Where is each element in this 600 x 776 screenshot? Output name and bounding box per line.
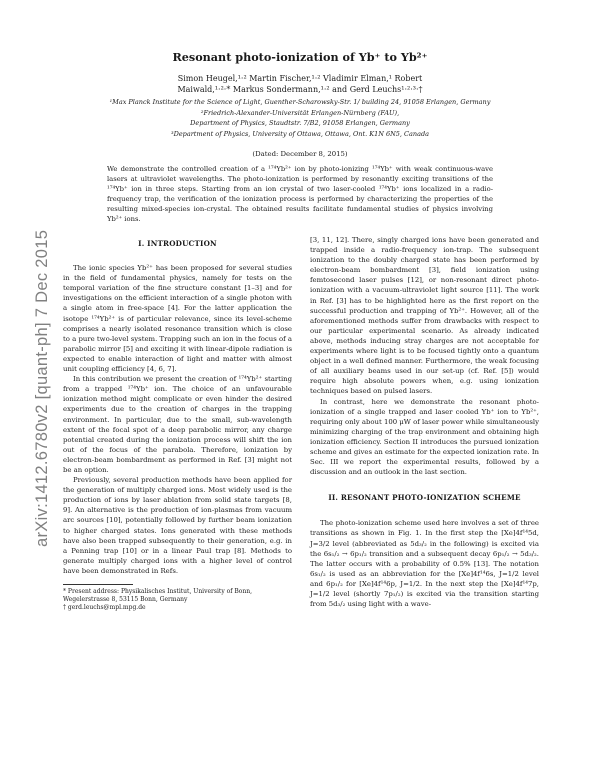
author-line: Simon Heugel,¹·² Martin Fischer,¹·² Vladimir Elman,¹ Robert: [177, 74, 423, 83]
paragraph: In contrast, here we demonstrate the resonant photo-ionization of a single trapped and laser cooled Yb⁺ ion to Yb²⁺, requiring only about 100 μW of laser power while simultaneously minimizing charging of the trap environment and obtaining high ionization efficiency. Section II introduces the pursued ionization scheme and gives an estimate for the expected ionization rate. In Sec. III we report the experimental results, followed by a discussion and an outlook in the last section.: [310, 397, 539, 477]
affiliations: [62, 97, 538, 139]
paragraph: [3, 11, 12]. There, singly charged ions have been generated and trapped inside a radio-frequency ion-trap. The subsequent ionization to the doubly charged state has been performed by electron-beam bombardment [3], field ionization using femtosecond laser pulses [12], or non-resonant direct photo-ionization with a vacuum-ultraviolet light source [11]. The work in Ref. [3] has to be highlighted here as the first report on the successful production and trapping of Yb²⁺. However, all of the aforementioned methods suffer from drawbacks with respect to our particular experimental scenario. As already indicated above, methods inducing stray charges are not acceptable for experiments where light is to be focused tightly onto a quantum object in a well defined manner. Furthermore, the weak focusing of all auxiliary beams used in our set-up (cf. Ref. [5]) would require high absolute powers when, e.g. using ionization techniques based on pulsed lasers.: [310, 236, 539, 396]
author-line: Maiwald,¹·²·* Markus Sondermann,¹·² and Gerd Leuchs¹·²·³·†: [177, 85, 423, 94]
arxiv-identifier[interactable]: arXiv:1412.6780v2 [quant-ph] 7 Dec 2015: [33, 229, 51, 547]
affiliation-line: ²Friedrich-Alexander-Universität Erlangen-Nürnberg (FAU),: [200, 108, 400, 117]
affiliation-line: Department of Physics, Staudtstr. 7/B2, 91058 Erlangen, Germany: [190, 119, 410, 127]
footnote-rule: [63, 584, 133, 585]
section-heading-introduction: I. INTRODUCTION: [138, 239, 217, 248]
paragraph: Previously, several production methods have been applied for the generation of multiply charged ions. Most widely used is the production of ions by laser ablation from solid state targets [8, 9]. An alternative is the production of ion-plasmas from vacuum arc sources [10], potentially followed by further beam ionization to higher charged states. Ions generated with these methods have also been trapped subsequently to their generation, e.g. in a Penning trap [10] or in a linear Paul trap [8]. Methods to generate multiply charged ions with a higher level of control have been demonstrated in Refs.: [63, 476, 292, 575]
paragraph: The ionic species Yb²⁺ has been proposed for several studies in the field of fundamental physics, namely for tests on the temporal variation of the fine structure constant [1–3] and for investigations on the efficient interaction of a single photon with a single atom in free-space [4]. For the latter application the isotope ¹⁷⁴Yb²⁺ is of particular relevance, since its level-scheme comprises a nearly isolated resonance transition which is close to a pure two-level system. Trapping such an ion in the focus of a parabolic mirror [5] and exciting it with linear-dipole radiation is expected to enable interaction of light and matter with almost unit coupling efficiency [4, 6, 7].: [63, 264, 292, 374]
affiliation-line: ¹Max Planck Institute for the Science of Light, Guenther-Scharowsky-Str. 1/ building 24, 91058 Erlangen, Germany: [109, 98, 491, 106]
left-column: [63, 236, 292, 612]
author-list: [120, 73, 480, 95]
paper-title: Resonant photo-ionization of Yb⁺ to Yb²⁺: [172, 50, 428, 64]
paragraph: The photo-ionization scheme used here involves a set of three transitions as shown in Fig. 1. In the first step the [Xe]4f¹⁴5d, J=3/2 level (abbreviated as 5d₃/₂ in the following) is excited via the 6s₁/₂ → 6p₁/₂ transition and a subsequent decay 6p₁/₂ → 5d₃/₂. The latter occurs with a probability of 0.5% [13]. The notation 6s₁/₂ is used as an abbreviation for the [Xe]4f¹⁴6s, J=1/2 level and 6p₁/₂ for [Xe]4f¹⁴6p, J=1/2. In the next step the [Xe]4f¹⁴7p, J=1/2 level (shortly 7p₁/₂) is excited via the transition starting from 5d₃/₂ using light with a wave-: [310, 519, 539, 609]
paragraph: In this contribution we present the creation of ¹⁷⁴Yb²⁺ starting from a trapped ¹⁷⁴Yb⁺ ion. The choice of an unfavourable ionization method might complicate or even hinder the desired experiments due to the creation of charges in the trapping environment. In particular, due to the small, sub-wavelength extent of the focal spot of a deep parabolic mirror, any charge potential created during the ionization process will shift the ion out of the focus of the parabola. Therefore, ionization by electron-beam bombardment as performed in Ref. [3] might not be an option.: [63, 375, 292, 474]
right-column: [310, 235, 539, 609]
affiliation-line: ³Department of Physics, University of Ottawa, Ottawa, Ont. K1N 6N5, Canada: [171, 129, 429, 138]
section-heading-photo-ionization: II. RESONANT PHOTO-IONIZATION SCHEME: [328, 493, 521, 503]
footnote: * Present address: Physikalisches Institut, University of Bonn, Wegelerstrasse 8, 53115 Bonn, Germany: [63, 588, 253, 603]
dated-line: (Dated: December 8, 2015): [252, 150, 348, 158]
footnote-email[interactable]: † gerd.leuchs@mpl.mpg.de: [63, 604, 146, 611]
abstract: We demonstrate the controlled creation of a ¹⁷⁴Yb²⁺ ion by photo-ionizing ¹⁷⁴Yb⁺ with weak continuous-wave lasers at ultraviolet wavelengths. The photo-ionization is performed by resonantly exciting transitions of the ¹⁷⁴Yb⁺ ion in three steps. Starting from an ion crystal of two laser-cooled ¹⁷⁴Yb⁺ ions localized in a radio-frequency trap, the verification of the ionization process is performed by characterizing the properties of the resulting mixed-species ion-crystal. The obtained results facilitate fundamental studies of physics involving Yb²⁺ ions.: [107, 165, 493, 223]
